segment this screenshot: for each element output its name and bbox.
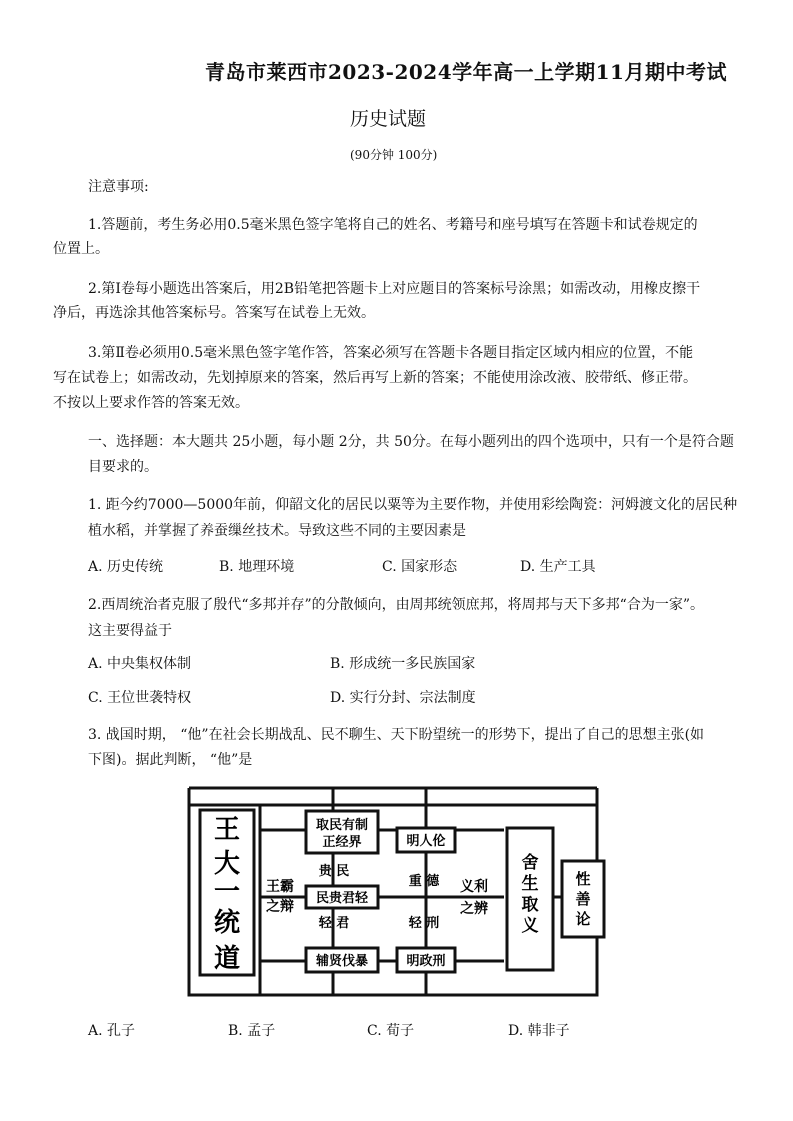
- question-1-option-b: B. 地理环境: [219, 559, 295, 575]
- diagram-label-qingxing: 轻 刑: [408, 916, 440, 931]
- diagram-box-mingrenlun-text: 明人伦: [406, 834, 446, 849]
- notice-item-3-line-1: 3.第Ⅱ卷必须用0.5毫米黑色签字笔作答，答案必须写在答题卡各题目指定区域内相应的位置，不能: [88, 345, 694, 361]
- diagram-left-char: 大: [213, 849, 241, 879]
- diagram-box-xingshan-char: 性: [575, 870, 591, 888]
- diagram-label-zhongde: 重 德: [408, 874, 440, 889]
- question-3-line-1: 3. 战国时期， “他”在社会长期战乱、民不聊生、天下盼望统一的形势下，提出了自己的思想主张(如: [88, 727, 705, 743]
- diagram-box-quminyouzhi-line-2: 正经界: [322, 835, 362, 850]
- question-1-option-c: C. 国家形态: [382, 559, 458, 575]
- question-1-option-a: A. 历史传统: [88, 559, 164, 575]
- exam-time: (90分钟 100分): [350, 148, 438, 162]
- diagram-box-xingshan-char: 善: [575, 890, 591, 908]
- question-2-option-c: C. 王位世袭特权: [88, 690, 192, 706]
- diagram-left-char: 一: [213, 877, 241, 907]
- notice-item-3-line-2: 写在试卷上；如需改动，先划掉原来的答案，然后再写上新的答案；不能使用涂改液、胶带纸、修正带。: [53, 370, 697, 386]
- question-3-option-d: D. 韩非子: [508, 1023, 570, 1039]
- question-2-line-2: 这主要得益于: [88, 623, 172, 639]
- question-1-line-2: 植水稻，并掌握了养蚕缫丝技术。导致这些不同的主要因素是: [88, 523, 466, 539]
- diagram-box-xingshan-char: 论: [575, 910, 591, 928]
- diagram-box-shesheng-char: 生: [521, 874, 539, 894]
- diagram-box-quminyouzhi-line-1: 取民有制: [315, 818, 369, 833]
- notice-heading: 注意事项:: [88, 179, 149, 195]
- notice-item-1-line-1: 1.答题前，考生务必用0.5毫米黑色签字笔将自己的姓名、考籍号和座号填写在答题卡和试卷规定的: [88, 217, 698, 233]
- diagram-left-char: 道: [213, 944, 241, 974]
- diagram-box-shesheng-char: 取: [521, 895, 539, 915]
- diagram-label-wangba: 王霸: [266, 879, 294, 895]
- diagram-box-shesheng-char: 义: [521, 916, 539, 936]
- question-3-option-b: B. 孟子: [228, 1023, 276, 1039]
- section-1-line-1: 一、选择题：本大题共 25小题，每小题 2分，共 50分。在每小题列出的四个选项中，只有一个是符合题: [88, 434, 734, 450]
- notice-item-2-line-2: 净后，再选涂其他答案标号。答案写在试卷上无效。: [53, 305, 375, 321]
- question-2-option-b: B. 形成统一多民族国家: [330, 656, 476, 672]
- question-3-line-2: 下图)。据此判断， “他”是: [88, 752, 253, 768]
- exam-subtitle: 历史试题: [350, 108, 427, 130]
- diagram-label-guimin: 贵 民: [318, 864, 350, 879]
- diagram-box-minguijunqing-text: 民贵君轻: [315, 891, 369, 906]
- question-2-option-d: D. 实行分封、宗法制度: [330, 690, 476, 706]
- exam-title: 青岛市莱西市2023-2024学年高一上学期11月期中考试: [205, 60, 727, 84]
- diagram-label-yili: 之辨: [460, 901, 488, 917]
- question-1-line-1: 1. 距今约7000—5000年前，仰韶文化的居民以粟等为主要作物，并使用彩绘陶瓷：河姆渡文化的居民种: [88, 497, 738, 513]
- diagram-left-char: 王: [213, 815, 241, 845]
- notice-item-3-line-3: 不按以上要求作答的答案无效。: [53, 395, 249, 411]
- question-2-option-a: A. 中央集权体制: [88, 656, 192, 672]
- question-1-option-d: D. 生产工具: [520, 559, 596, 575]
- question-3-option-c: C. 荀子: [367, 1023, 415, 1039]
- section-1-line-2: 目要求的。: [88, 459, 158, 475]
- question-2-line-1: 2.西周统治者克服了殷代“多邦并存”的分散倾向，由周邦统领庶邦，将周邦与天下多邦“合为一家”。: [88, 597, 704, 613]
- diagram-box-shesheng-char: 舍: [521, 853, 539, 873]
- notice-item-1-line-2: 位置上。: [53, 241, 109, 257]
- mencius-thought-diagram: [186, 785, 611, 1015]
- diagram-label-yili: 义利: [460, 879, 488, 895]
- diagram-box-mingzhengxing-text: 明政刑: [406, 954, 446, 969]
- diagram-label-wangba: 之辩: [266, 899, 294, 915]
- notice-item-2-line-1: 2.第Ⅰ卷每小题选出答案后，用2B铅笔把答题卡上对应题目的答案标号涂黑；如需改动，用橡皮擦干: [88, 281, 701, 297]
- diagram-label-qingjun: 轻 君: [318, 916, 350, 931]
- diagram-box-fuxianfabao-text: 辅贤伐暴: [315, 954, 369, 969]
- diagram-left-char: 统: [213, 908, 241, 938]
- question-3-option-a: A. 孔子: [88, 1023, 136, 1039]
